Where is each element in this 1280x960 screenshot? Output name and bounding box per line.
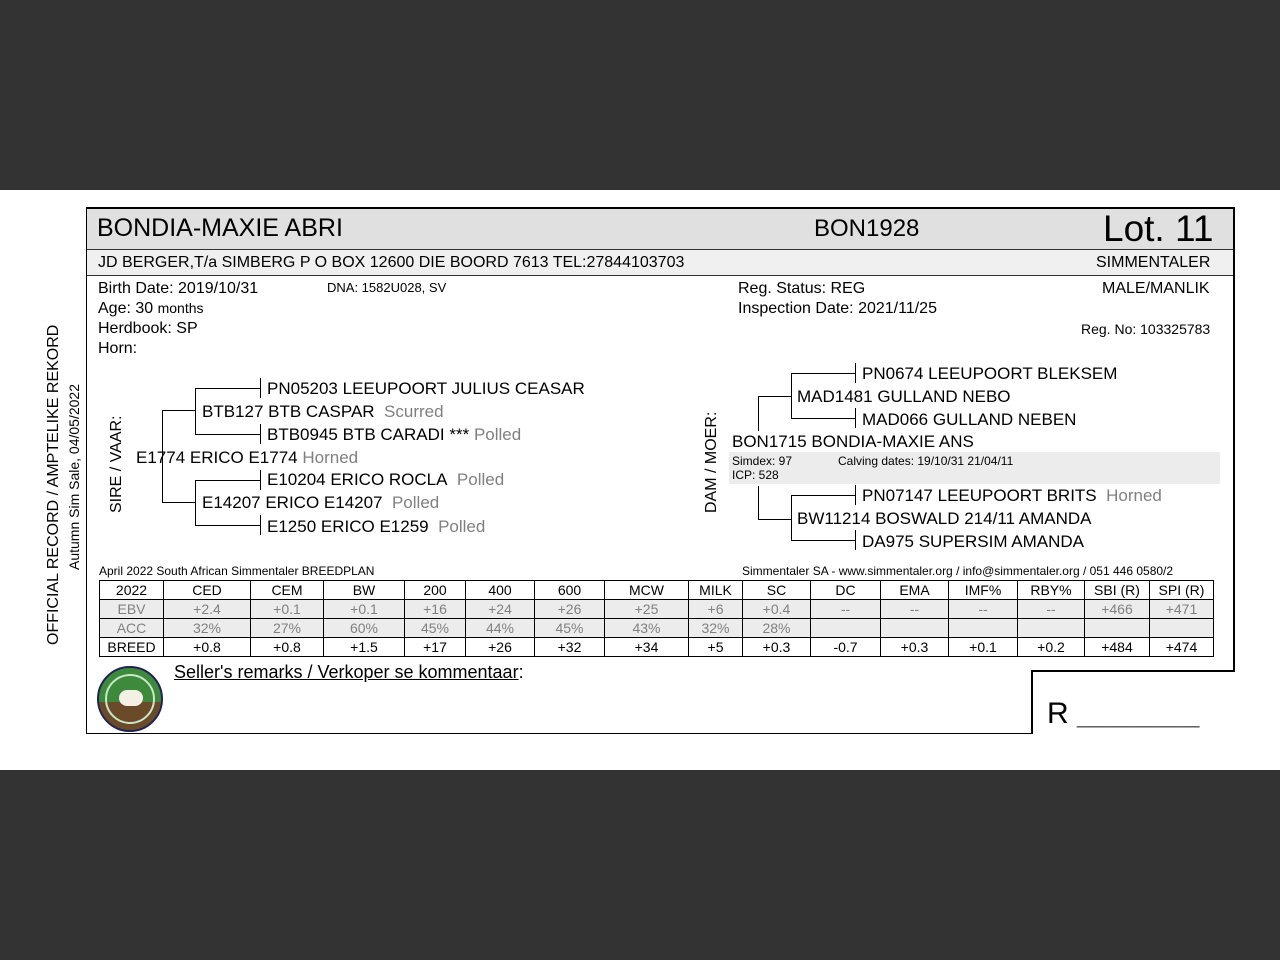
dna-info: DNA: 1582U028, SV	[327, 280, 447, 295]
price-box-left	[1031, 670, 1033, 734]
official-record-label: OFFICIAL RECORD / AMPTELIKE REKORD	[45, 324, 62, 645]
acc-row: ACC 32% 27% 60% 45% 44% 45% 43% 32% 28%	[100, 619, 1214, 638]
price-field[interactable]	[1047, 697, 1199, 731]
sellers-remarks: Seller's remarks / Verkoper se kommentaar:	[174, 662, 524, 682]
pedigree-ss: BTB127 BTB CASPAR Scurred	[202, 402, 444, 421]
animal-code: BON1928	[814, 215, 920, 242]
age-value: Age: 30	[98, 300, 154, 317]
horn-status: Horn:	[98, 340, 138, 357]
herdbook: Herdbook: SP	[98, 320, 198, 337]
catalogue-sheet	[0, 190, 1280, 770]
price-box-top	[1031, 670, 1235, 672]
age	[98, 300, 204, 318]
lot-number: Lot. 11	[1103, 208, 1214, 249]
pedigree-ds: MAD1481 GULLAND NEBO	[797, 387, 1011, 406]
border-bottom	[86, 733, 1032, 734]
pedigree-dss: PN0674 LEEUPOORT BLEKSEM	[862, 364, 1118, 383]
breedplan-caption: April 2022 South African Simmentaler BREEDPLAN	[99, 564, 375, 578]
pedigree-dam: BON1715 BONDIA-MAXIE ANS	[732, 432, 974, 451]
ds-bracket	[791, 373, 792, 419]
dd-bracket	[791, 495, 792, 541]
age-unit: months	[157, 300, 204, 316]
breed-label: SIMMENTALER	[1096, 254, 1211, 271]
ds-connector	[758, 396, 759, 431]
dam-simdex: Simdex: 97	[732, 454, 793, 468]
reg-number: Reg. No: 103325783	[1081, 321, 1211, 337]
ebv-row: EBV +2.4 +0.1 +0.1 +16 +24 +26 +25 +6 +0.4 -- -- -- -- +466 +471	[100, 600, 1214, 619]
breed-avg-row: BREED +0.8 +0.8 +1.5 +17 +26 +32 +34 +5 +0.3 -0.7 +0.3 +0.1 +0.2 +484 +474	[100, 638, 1214, 657]
animal-name: BONDIA-MAXIE ABRI	[97, 214, 343, 242]
pedigree-sire: E1774 ERICO E1774 Horned	[136, 448, 359, 467]
pedigree-dd: BW11214 BOSWALD 214/11 AMANDA	[797, 509, 1092, 528]
reg-status: Reg. Status: REG	[738, 280, 866, 297]
border-left	[86, 207, 87, 734]
ss-bracket	[195, 388, 196, 435]
dam-calving-dates: Calving dates: 19/10/31 21/04/11	[838, 454, 1014, 468]
pedigree-sd: E14207 ERICO E14207 Polled	[202, 493, 440, 512]
price-blank: __________	[1077, 703, 1200, 728]
pedigree-sds: E10204 ERICO ROCLA Polled	[267, 470, 505, 489]
pedigree-ddd: DA975 SUPERSIM AMANDA	[862, 532, 1085, 551]
border-right	[1233, 207, 1235, 671]
sale-label: Autumn Sim Sale, 04/05/2022	[66, 383, 82, 570]
pedigree-dds: PN07147 LEEUPOORT BRITS Horned	[862, 486, 1162, 505]
border-top	[86, 207, 1234, 209]
pedigree-sss: PN05203 LEEUPOORT JULIUS CEASAR	[267, 379, 585, 398]
pedigree-dsd: MAD066 GULLAND NEBEN	[862, 410, 1077, 429]
pedigree-sdd: E1250 ERICO E1259 Polled	[267, 517, 486, 536]
dd-connector	[758, 486, 759, 520]
sd-bracket	[195, 480, 196, 526]
sex-label: MALE/MANLIK	[1102, 280, 1210, 297]
ebv-table	[99, 580, 1214, 657]
dam-label: DAM / MOER:	[703, 411, 720, 513]
price-prefix: R	[1047, 697, 1069, 730]
owner-details: JD BERGER,T/a SIMBERG P O BOX 12600 DIE BOORD 7613 TEL:27844103703	[98, 254, 685, 271]
simmentaler-logo-icon	[97, 666, 163, 732]
breedplan-contact: Simmentaler SA - www.simmentaler.org / info@simmentaler.org / 051 446 0580/2	[742, 564, 1174, 578]
ebv-header-row: 2022 CED CEM BW 200 400 600 MCW MILK SC DC EMA IMF% RBY% SBI (R) SPI (R)	[100, 581, 1214, 600]
birth-date: Birth Date: 2019/10/31	[98, 280, 259, 297]
sire-label: SIRE / VAAR:	[108, 415, 125, 513]
pedigree-ssd: BTB0945 BTB CARADI *** Polled	[267, 425, 522, 444]
dam-icp: ICP: 528	[732, 468, 779, 482]
inspection-date: Inspection Date: 2021/11/25	[738, 300, 937, 317]
